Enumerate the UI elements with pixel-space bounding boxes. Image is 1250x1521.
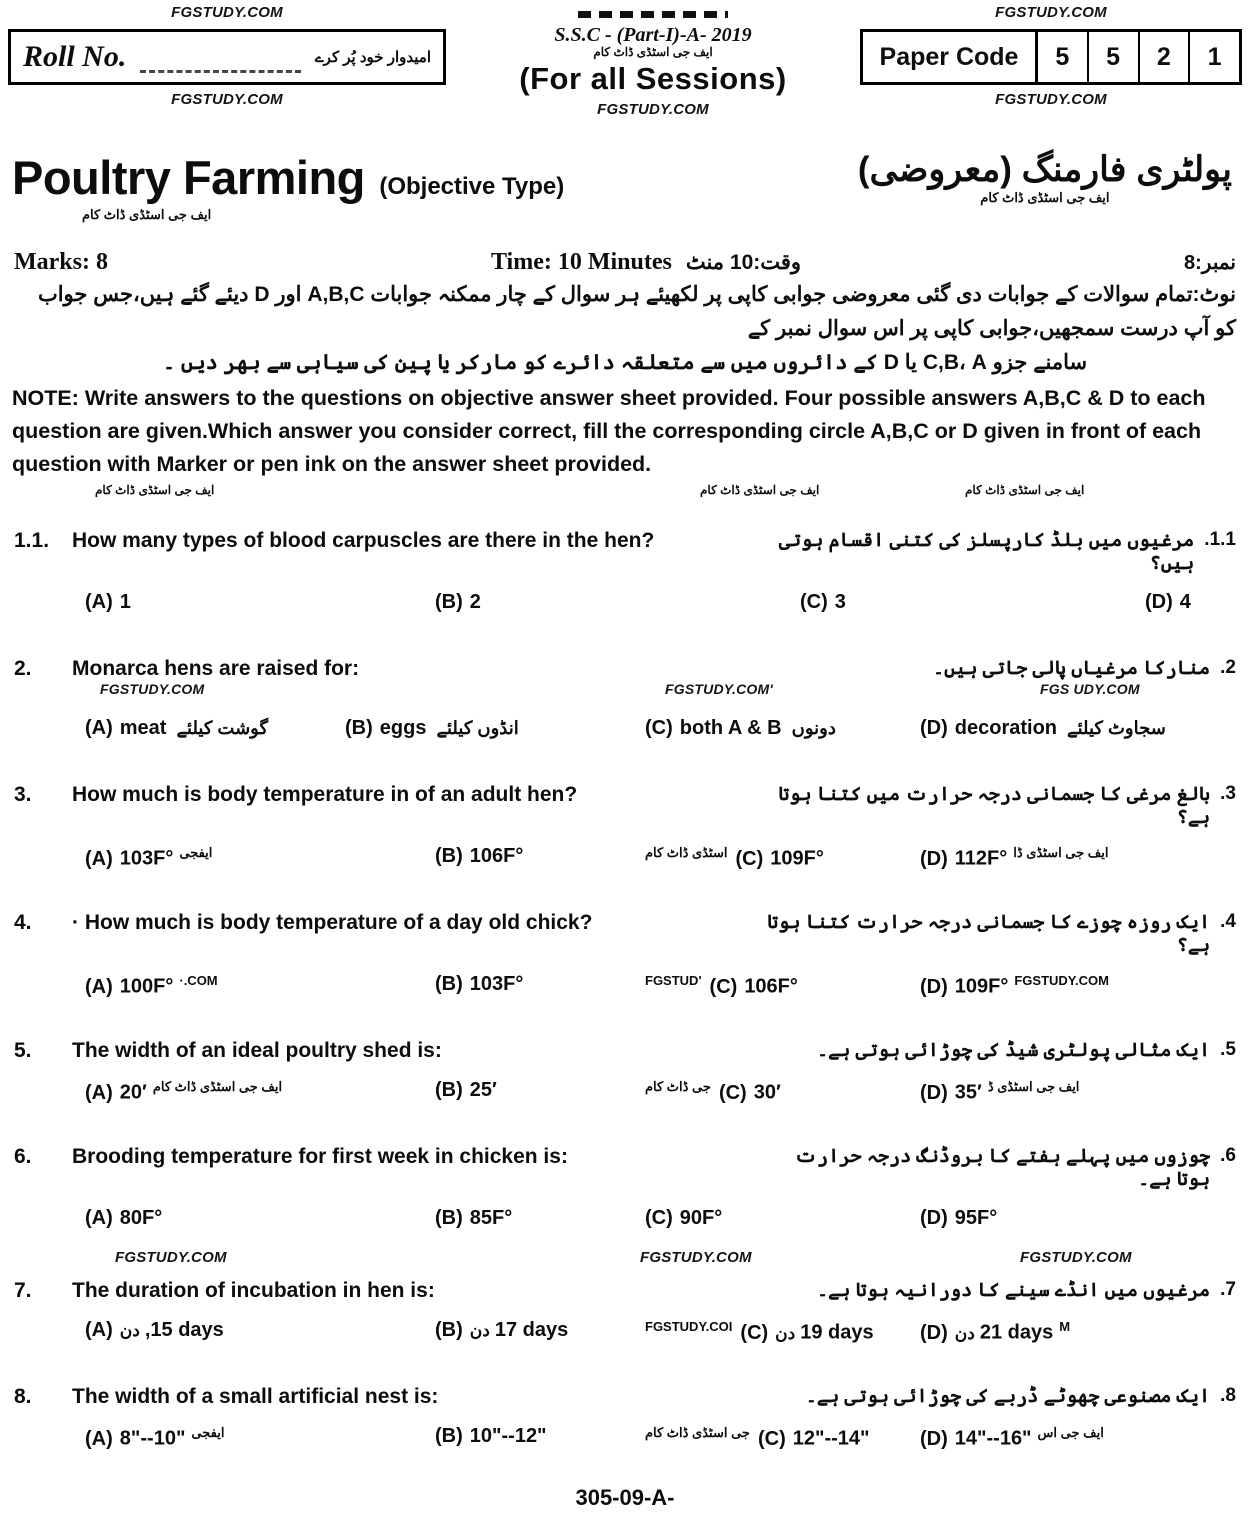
header-center <box>446 4 860 118</box>
urdu-note-line-2: سامنے جزو C,B، A یا D کے دائروں میں سے متعلقہ دائرے کو مارکر یا پین کی سیاہی سے بھر دیں ۔ <box>162 351 1088 374</box>
options-row <box>0 1203 1250 1249</box>
option-d <box>920 1079 1079 1105</box>
option-a <box>85 1207 162 1230</box>
option-c <box>645 717 836 740</box>
question-urdu <box>817 1279 1236 1302</box>
option-d <box>920 845 1108 871</box>
option-urdu: دونوں <box>791 718 836 738</box>
option-letter: (C) <box>740 1321 769 1344</box>
option-a <box>85 1319 224 1342</box>
options-row <box>0 713 1250 759</box>
option-letter: (B) <box>435 1207 463 1229</box>
urdu-watermark: اسٹڈی ڈاٹ کام <box>645 845 728 860</box>
question-text: How much is body temperature in of an adult hen? <box>72 783 578 806</box>
option-letter: (D) <box>920 1081 948 1104</box>
option-letter: (A) <box>85 1207 113 1229</box>
time-group <box>491 249 801 276</box>
title-row <box>0 140 1250 223</box>
option-value: 12"--14" <box>792 1427 870 1450</box>
option-d <box>1145 591 1191 614</box>
fgstudy-watermark: FGSTUDY.COM <box>115 1249 227 1266</box>
paper-code-digit: 2 <box>1140 32 1191 82</box>
option-a <box>85 717 268 740</box>
option-urdu: دن <box>954 1323 975 1343</box>
option-c <box>645 1207 722 1230</box>
question-number: 8. <box>14 1385 32 1408</box>
urdu-watermark: ایف جی اسٹڈی ڈاٹ کام <box>152 1079 283 1094</box>
option-value: 3 <box>834 591 846 613</box>
option-letter: (B) <box>435 1079 463 1101</box>
ssc-urdu-watermark: ایف جی اسٹڈی ڈاٹ کام <box>593 45 713 59</box>
option-urdu: دن <box>775 1323 796 1343</box>
option-urdu: سجاوٹ کیلئے <box>1067 718 1166 738</box>
header-left <box>8 4 446 108</box>
option-value: 80F° <box>119 1207 163 1229</box>
option-letter: (D) <box>920 717 948 739</box>
option-value: ,15 days <box>144 1319 224 1341</box>
fgstudy-watermark: FGSTUDY.COM <box>995 4 1107 21</box>
option-letter: (D) <box>920 1427 948 1450</box>
option-c <box>645 1079 781 1105</box>
option-b <box>435 973 523 996</box>
question-text: Monarca hens are raised for: <box>72 657 360 680</box>
option-value: both A & B <box>679 717 782 739</box>
question-english <box>14 657 359 681</box>
option-letter: (A) <box>85 1081 113 1104</box>
option-urdu: گوشت کیلئے <box>176 718 269 738</box>
title-urdu-wrap <box>858 150 1238 206</box>
fgstudy-watermark: FGSTUD' <box>645 973 702 988</box>
urdu-watermark: ایف جی اسٹڈی ڈاٹ کام <box>965 483 1085 497</box>
question-block <box>0 1039 1250 1063</box>
option-value: 25′ <box>469 1079 497 1101</box>
option-c <box>645 845 824 871</box>
question-urdu <box>766 1145 1236 1191</box>
option-value: 106F° <box>469 845 524 867</box>
roll-no-box <box>8 29 446 85</box>
option-value: decoration <box>954 717 1058 739</box>
option-letter: (A) <box>85 847 113 870</box>
question-urdu <box>766 783 1236 829</box>
urdu-watermark: ایف جی اسٹڈی ڈ <box>987 1079 1080 1094</box>
option-letter: (C) <box>645 717 673 739</box>
option-letter: (C) <box>709 975 738 998</box>
question-text: The width of a small artificial nest is: <box>72 1385 439 1408</box>
option-value: 10"--12" <box>469 1425 547 1447</box>
option-value: 103F° <box>119 847 174 870</box>
question-text-urdu: مرغیوں میں انڈے سینے کا دورانیہ ہوتا ہے۔ <box>816 1280 1211 1301</box>
question-english <box>14 1145 568 1169</box>
question-number-urdu: 3. <box>1220 783 1236 804</box>
option-a <box>85 1079 282 1105</box>
option-c <box>645 973 798 999</box>
fgstudy-watermark: FGSTUDY.COM <box>171 91 283 108</box>
option-value: 109F° <box>954 975 1009 998</box>
for-all-sessions-label: (For all Sessions) <box>519 61 787 96</box>
fgstudy-watermark: FGSTUDY.COM <box>640 1249 752 1266</box>
question-number: 6. <box>14 1145 32 1168</box>
title-english <box>12 150 564 223</box>
option-value: 14"--16" <box>954 1427 1032 1450</box>
option-b <box>435 1207 512 1230</box>
roll-no-line <box>140 41 301 73</box>
question-number: 7. <box>14 1279 32 1302</box>
option-letter: (D) <box>920 1207 948 1229</box>
option-letter: (D) <box>1145 591 1173 613</box>
option-value: 4 <box>1179 591 1191 613</box>
option-urdu: انڈوں کیلئے <box>436 718 519 738</box>
urdu-note <box>0 276 1250 380</box>
options-row <box>0 587 1250 633</box>
option-letter: (A) <box>85 717 113 739</box>
header-right <box>860 4 1242 108</box>
ssc-session-line: S.S.C - (Part-I)-A- 2019 <box>554 24 752 46</box>
fgstudy-watermark: FGSTUDY.COI <box>645 1319 733 1334</box>
option-a <box>85 591 131 614</box>
option-letter: (A) <box>85 1319 113 1341</box>
question-number: 4. <box>14 911 32 934</box>
option-b <box>435 1425 547 1448</box>
option-letter: (D) <box>920 1321 948 1344</box>
option-d <box>920 1207 997 1230</box>
urdu-watermark: ایف جی اسٹڈی ڈا <box>1013 845 1109 860</box>
fgstudy-watermark: FGS UDY.COM <box>1040 681 1140 697</box>
urdu-watermark: ایف جی اسٹڈی ڈاٹ کام <box>95 483 215 497</box>
question-text: Brooding temperature for first week in chicken is: <box>72 1145 568 1168</box>
option-letter: (B) <box>435 591 463 613</box>
paper-code-digit: 5 <box>1038 32 1089 82</box>
paper-code-digit: 5 <box>1089 32 1140 82</box>
option-value: 112F° <box>954 847 1008 870</box>
option-value: meat <box>119 717 167 739</box>
option-a <box>85 973 218 999</box>
question-text-urdu: ایک روزہ چوزے کا جسمانی درجہ حرارت کتنا ہوتا ہے؟ <box>767 912 1211 956</box>
option-value: 95F° <box>954 1207 998 1229</box>
options-row <box>0 1075 1250 1121</box>
options-row <box>0 1421 1250 1467</box>
watermark-row <box>0 681 1250 701</box>
option-b <box>435 1319 568 1342</box>
option-letter: (B) <box>345 717 373 739</box>
question-urdu <box>766 529 1236 575</box>
question-text: The width of an ideal poultry shed is: <box>72 1039 442 1062</box>
option-b <box>435 845 523 868</box>
options-row <box>0 1315 1250 1361</box>
urdu-watermark-row <box>0 483 1250 505</box>
question-urdu <box>817 1039 1236 1062</box>
question-text: The duration of incubation in hen is: <box>72 1279 435 1302</box>
page-title: Poultry Farming <box>12 151 365 204</box>
option-value: 8"--10" <box>119 1427 186 1450</box>
option-letter: (C) <box>718 1081 747 1104</box>
option-d <box>920 717 1166 740</box>
urdu-watermark: ایفجی <box>179 845 213 860</box>
option-d <box>920 973 1109 999</box>
urdu-watermark: جی ڈاٹ کام <box>645 1079 711 1094</box>
option-letter: (A) <box>85 1427 113 1450</box>
option-value: 20′ <box>119 1081 147 1104</box>
option-b <box>435 1079 497 1102</box>
question-number: 3. <box>14 783 32 806</box>
question-english <box>14 1385 438 1409</box>
urdu-watermark: ایفجی <box>191 1425 225 1440</box>
question-text-urdu: بالغ مرغی کا جسمانی درجہ حرارت میں کتنا ہوتا ہے؟ <box>778 784 1211 828</box>
question-english <box>14 783 577 807</box>
fgstudy-watermark: FGSTUDY.COM <box>1014 973 1109 988</box>
option-c <box>800 591 846 614</box>
question-text-urdu: ایک مثالی پولٹری شیڈ کی چوڑائی ہوتی ہے۔ <box>816 1040 1211 1061</box>
question-urdu <box>806 1385 1236 1408</box>
fgstudy-watermark: FGSTUDY.COM <box>597 101 709 118</box>
question-urdu <box>933 657 1236 680</box>
question-english <box>14 1279 435 1303</box>
fgstudy-watermark: FGSTUDY.COM <box>1020 1249 1132 1266</box>
option-letter: (C) <box>645 1207 673 1229</box>
question-number-urdu: 1.1. <box>1204 529 1236 550</box>
watermark-row <box>0 1249 1250 1271</box>
option-urdu: دن <box>119 1321 140 1340</box>
option-b <box>435 591 481 614</box>
fgstudy-watermark: M <box>1059 1319 1071 1334</box>
question-text-urdu: چوزوں میں پہلے ہفتے کا بروڈنگ درجہ حرارت ہوتا ہے۔ <box>794 1146 1211 1190</box>
option-b <box>345 717 519 740</box>
option-value: 85F° <box>469 1207 513 1229</box>
option-a <box>85 845 212 871</box>
question-text-urdu: منارکا مرغیاں پالی جاتی ہیں۔ <box>932 658 1211 679</box>
option-letter: (B) <box>435 1319 463 1341</box>
option-d <box>920 1319 1070 1345</box>
question-number-urdu: 7. <box>1220 1279 1236 1300</box>
time-label: Time: 10 Minutes <box>490 249 672 275</box>
option-value: 35′ <box>954 1081 982 1104</box>
question-text: · How much is body temperature of a day old chick? <box>72 911 593 934</box>
option-urdu: دن <box>469 1321 490 1340</box>
fgstudy-watermark: FGSTUDY.COM <box>171 4 283 21</box>
question-block <box>0 1145 1250 1191</box>
header <box>0 0 1250 118</box>
option-value: 17 days <box>494 1319 569 1341</box>
option-letter: (B) <box>435 1425 463 1447</box>
option-c <box>645 1319 874 1345</box>
question-number-urdu: 4. <box>1220 911 1236 932</box>
question-number-urdu: 2. <box>1220 657 1236 678</box>
option-value: 100F° <box>119 975 174 998</box>
question-number: 2. <box>14 657 32 680</box>
question-text-urdu: ایک مصنوعی چھوٹے ڈربے کی چوڑائی ہوتی ہے۔ <box>805 1386 1211 1407</box>
question-block <box>0 1279 1250 1303</box>
question-number-urdu: 5. <box>1220 1039 1236 1060</box>
question-number: 5. <box>14 1039 32 1062</box>
question-text: How many types of blood carpuscles are there in the hen? <box>72 529 655 552</box>
paper-code-digit: 1 <box>1207 42 1222 71</box>
question-urdu <box>766 911 1236 957</box>
paper-code-table <box>860 29 1242 85</box>
paper-code-label: Paper Code <box>863 32 1038 82</box>
fgstudy-watermark: ·.COM <box>179 973 218 988</box>
option-letter: (C) <box>800 591 828 613</box>
option-letter: (D) <box>920 975 948 998</box>
number-urdu: نمبر:8 <box>1184 252 1236 274</box>
options-row <box>0 841 1250 887</box>
page-title-urdu: پولٹری فارمنگ (معروضی) <box>857 150 1232 189</box>
time-urdu: وقت:10 منٹ <box>685 251 802 274</box>
urdu-watermark: جی اسٹڈی ڈاٹ کام <box>645 1425 750 1440</box>
question-block <box>0 657 1250 681</box>
fgstudy-watermark: FGSTUDY.COM' <box>665 681 773 697</box>
option-letter: (C) <box>757 1427 786 1450</box>
roll-no-label: Roll No. <box>23 40 127 73</box>
option-letter: (A) <box>85 591 113 613</box>
question-english <box>14 911 592 935</box>
urdu-note-line-1: نوٹ:تمام سوالات کے جوابات دی گئی معروضی جوابی کاپی پر لکھیئے ہر سوال کے چار ممکنہ جوابات A,B,C اور D دیئے گئے ہیں،جس جواب کو آپ درست سمجھیں،جوابی کاپی پر اس سوال نمبر کے <box>37 283 1236 340</box>
options-row <box>0 969 1250 1015</box>
question-english <box>14 529 654 553</box>
option-value: 21 days <box>979 1321 1054 1344</box>
urdu-watermark: ایف جی اسٹڈی ڈاٹ کام <box>82 207 212 222</box>
option-letter: (C) <box>735 847 764 870</box>
urdu-watermark: ایف جی اس <box>1037 1425 1104 1440</box>
question-block <box>0 783 1250 829</box>
urdu-watermark: ایف جی اسٹڈی ڈاٹ کام <box>700 483 820 497</box>
option-value: 106F° <box>744 975 798 998</box>
fgstudy-watermark: FGSTUDY.COM <box>100 681 205 697</box>
option-letter: (D) <box>920 847 948 870</box>
question-block <box>0 1385 1250 1409</box>
option-value: 109F° <box>770 847 824 870</box>
option-letter: (B) <box>435 973 463 995</box>
question-number: 1.1. <box>14 529 50 552</box>
question-text-urdu: مرغیوں میں بلڈ کارپسلز کی کتنی اقسام ہوتی ہیں؟ <box>778 530 1195 574</box>
option-letter: (B) <box>435 845 463 867</box>
question-block <box>0 911 1250 957</box>
option-value: 90F° <box>679 1207 723 1229</box>
question-block <box>0 529 1250 575</box>
option-value: 30′ <box>753 1081 781 1104</box>
roll-no-urdu: امیدوار خود پُر کرے <box>314 49 431 66</box>
option-value: 2 <box>469 591 481 613</box>
marks-label: Marks: 8 <box>14 249 108 275</box>
objective-type-label: (Objective Type) <box>379 173 565 200</box>
question-number-urdu: 8. <box>1220 1385 1236 1406</box>
urdu-watermark: ایف جی اسٹڈی ڈاٹ کام <box>980 190 1110 205</box>
option-value: 103F° <box>469 973 524 995</box>
question-english <box>14 1039 442 1063</box>
clipped-text-strip <box>578 11 728 18</box>
english-note: NOTE: Write answers to the questions on objective answer sheet provided. Four possible answers A,B,C & D to each question are given.Which answer you consider correct, fill the corresponding circle A,B,C or D given in front of each question with Marker or pen ink on the answer sheet provided. <box>12 386 1206 476</box>
option-value: 1 <box>119 591 131 613</box>
fgstudy-watermark: FGSTUDY.COM <box>995 91 1107 108</box>
option-value: eggs <box>379 717 427 739</box>
option-value: 19 days <box>800 1321 874 1344</box>
info-row <box>0 249 1250 276</box>
footer-code: 305-09-A- <box>575 1485 675 1510</box>
question-number-urdu: 6. <box>1220 1145 1236 1166</box>
option-letter: (A) <box>85 975 113 998</box>
